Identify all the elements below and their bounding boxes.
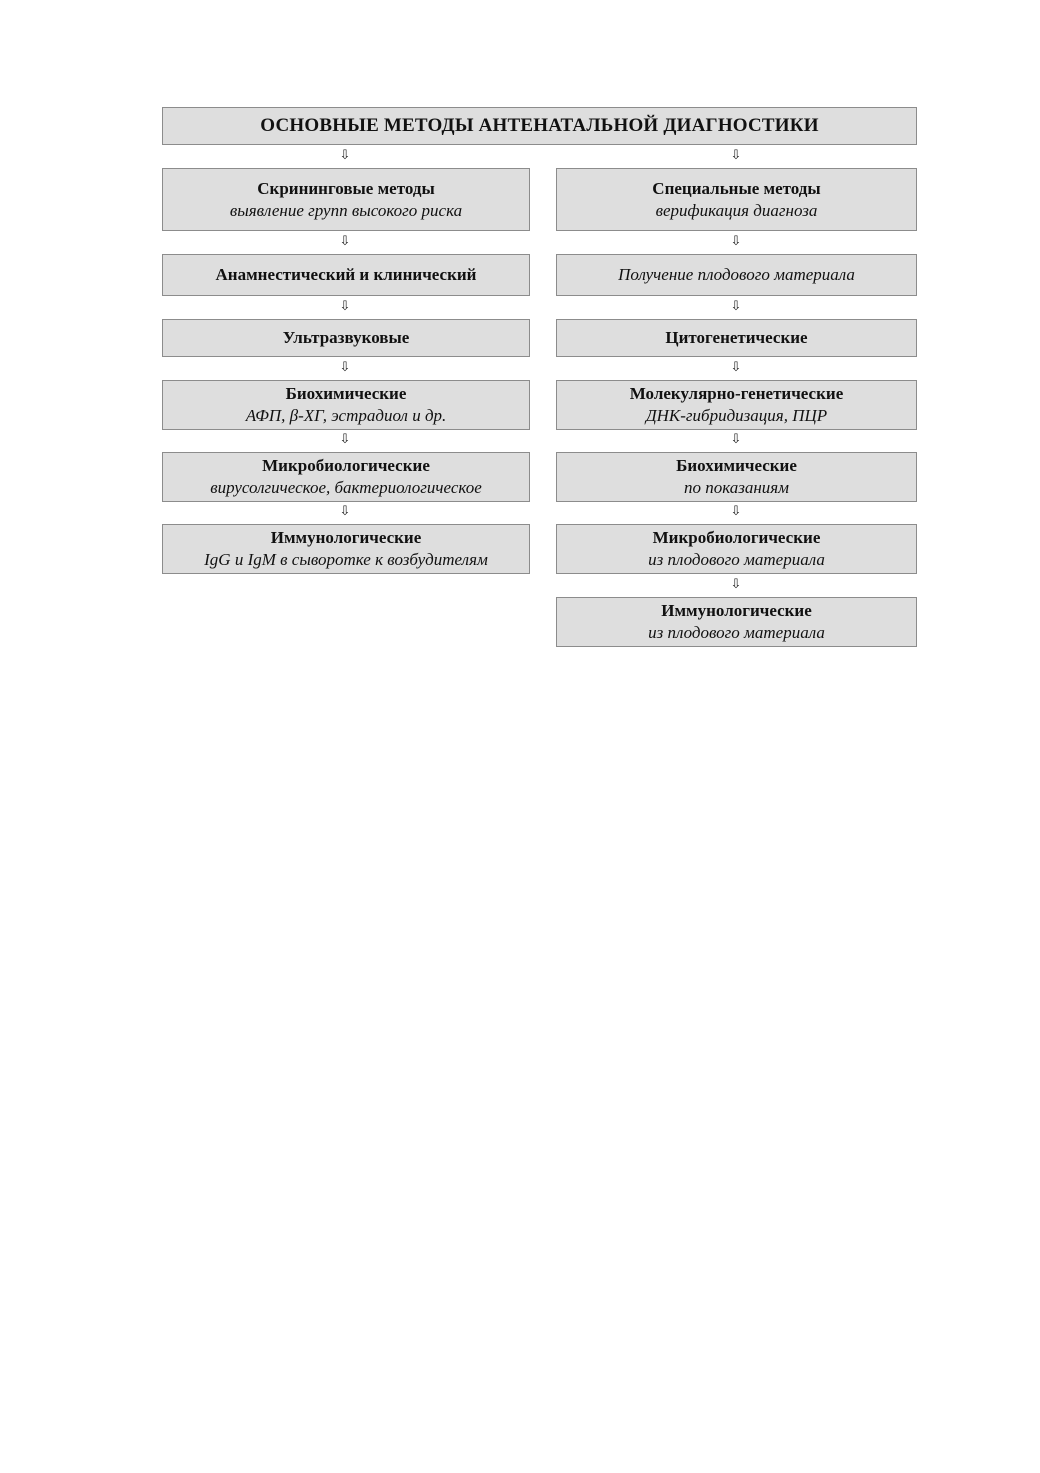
biochemical-special-box [556,452,917,502]
immunological-special-box [556,597,917,647]
box-title: Биохимические [285,384,407,403]
box-subtitle: из плодового материала [648,550,825,569]
box-subtitle: IgG и IgM в сыворотке к возбудителям [204,550,488,569]
down-arrow-icon: ⇩ [339,299,351,314]
box-title: Ультразвуковые [282,328,410,347]
down-arrow-icon: ⇩ [339,504,351,519]
box-subtitle: верификация диагноза [655,200,818,220]
screening-methods-box [162,168,530,231]
down-arrow-icon: ⇩ [730,299,742,314]
down-arrow-icon: ⇩ [730,360,742,375]
diagram-title: ОСНОВНЫЕ МЕТОДЫ АНТЕНАТАЛЬНОЙ ДИАГНОСТИКИ [260,115,819,136]
immunological-screening-box [162,524,530,574]
box-subtitle: по показаниям [683,478,790,497]
box-subtitle: вирусолгическое, бактериологическое [210,478,482,497]
down-arrow-icon: ⇩ [730,504,742,519]
down-arrow-icon: ⇩ [730,234,742,249]
box-subtitle: из плодового материала [648,623,825,642]
box-subtitle: АФП, β-ХГ, эстрадиол и др. [245,406,447,425]
cytogenetic-box [556,319,917,357]
box-subtitle: ДНК-гибридизация, ПЦР [645,406,828,425]
microbiological-special-box [556,524,917,574]
special-methods-box [556,168,917,231]
diagram-title-box [162,107,917,145]
box-title: Цитогенетические [665,328,808,347]
down-arrow-icon: ⇩ [339,148,351,163]
microbiological-screening-box [162,452,530,502]
box-title: Молекулярно-генетические [629,384,844,403]
box-subtitle: Получение плодового материала [618,265,855,284]
ultrasound-box [162,319,530,357]
anamnestic-clinical-box [162,254,530,296]
box-title: Микробиологические [652,528,821,547]
box-title: Анамнестический и клинический [215,265,477,284]
molecular-genetic-box [556,380,917,430]
box-title: Микробиологические [262,456,430,475]
down-arrow-icon: ⇩ [730,577,742,592]
down-arrow-icon: ⇩ [730,432,742,447]
box-title: Иммунологические [661,601,812,620]
box-title: Специальные методы [652,178,821,198]
down-arrow-icon: ⇩ [730,148,742,163]
down-arrow-icon: ⇩ [339,432,351,447]
box-title: Иммунологические [270,528,422,547]
biochemical-screening-box [162,380,530,430]
box-title: Скрининговые методы [257,178,435,198]
down-arrow-icon: ⇩ [339,234,351,249]
fetal-material-sampling-box [556,254,917,296]
box-title: Биохимические [676,456,797,475]
box-subtitle: выявление групп высокого риска [229,200,463,220]
down-arrow-icon: ⇩ [339,360,351,375]
